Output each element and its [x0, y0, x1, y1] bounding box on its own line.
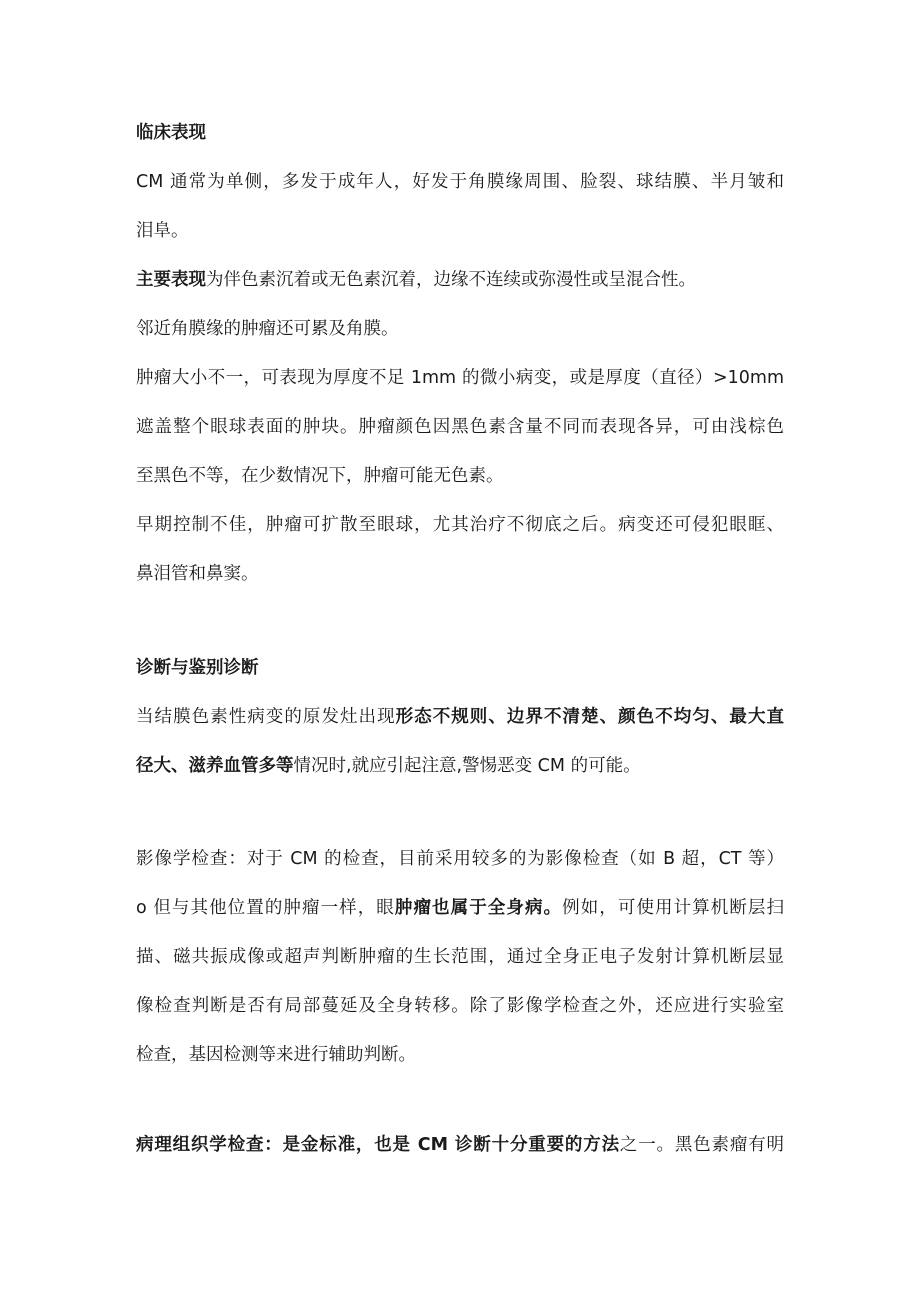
paragraph-line: CM 通常为单侧，多发于成年人，好发于角膜缘周围、脸裂、球结膜、半月皱和 [136, 172, 784, 192]
heading-diagnosis: 诊断与鉴别诊断 [136, 658, 259, 678]
paragraph-line [136, 754, 641, 778]
paragraph-line: 影像学检查：对于 CM 的检查，目前采用较多的为影像检查（如 B 超，CT 等） [136, 849, 784, 869]
paragraph-line: 至黑色不等，在少数情况下，肿瘤可能无色素。 [136, 466, 504, 486]
bold-term: 径大、滋养血管多等 [136, 756, 294, 776]
paragraph-line: 描、磁共振成像或超声判断肿瘤的生长范围，通过全身正电子发射计算机断层显 [136, 947, 784, 967]
heading-clinical: 临床表现 [136, 123, 206, 143]
paragraph-line: 鼻泪管和鼻窦。 [136, 564, 259, 584]
paragraph-line: 像检查判断是否有局部蔓延及全身转移。除了影像学检查之外，还应进行实验室 [136, 996, 784, 1016]
text-span: 之一。黑色素瘤有明 [619, 1135, 784, 1155]
text-span: 为伴色素沉着或无色素沉着，边缘不连续或弥漫性或呈混合性。 [206, 270, 696, 290]
paragraph-line: 遮盖整个眼球表面的肿块。肿瘤颜色因黑色素含量不同而表现各异，可由浅棕色 [136, 417, 784, 437]
paragraph-line [136, 268, 696, 292]
paragraph-line [136, 705, 784, 729]
text-span: 情况时,就应引起注意,警惕恶变 CM 的可能。 [293, 756, 641, 776]
text-span: o 但与其他位置的肿瘤一样，眼 [136, 898, 395, 918]
paragraph-line: 邻近角膜缘的肿瘤还可累及角膜。 [136, 319, 399, 339]
paragraph-line: 检查，基因检测等来进行辅助判断。 [136, 1045, 416, 1065]
paragraph-line: 早期控制不佳，肿瘤可扩散至眼球，尤其治疗不彻底之后。病变还可侵犯眼眶、 [136, 515, 784, 535]
bold-term: 病理组织学检查：是金标准，也是 CM 诊断十分重要的方法 [136, 1135, 620, 1155]
bold-term: 肿瘤也属于全身病。 [394, 898, 563, 918]
paragraph-line: 泪阜。 [136, 221, 189, 241]
bold-term: 形态不规则、边界不清楚、颜色不均匀、最大直 [395, 707, 785, 727]
paragraph-line [136, 896, 784, 920]
paragraph-line [136, 1133, 784, 1157]
text-span: 例如，可使用计算机断层扫 [562, 898, 785, 918]
paragraph-line: 肿瘤大小不一，可表现为厚度不足 1mm 的微小病变，或是厚度（直径）>10mm [136, 368, 784, 388]
text-span: 当结膜色素性病变的原发灶出现 [136, 707, 396, 727]
bold-term: 主要表现 [136, 270, 206, 290]
